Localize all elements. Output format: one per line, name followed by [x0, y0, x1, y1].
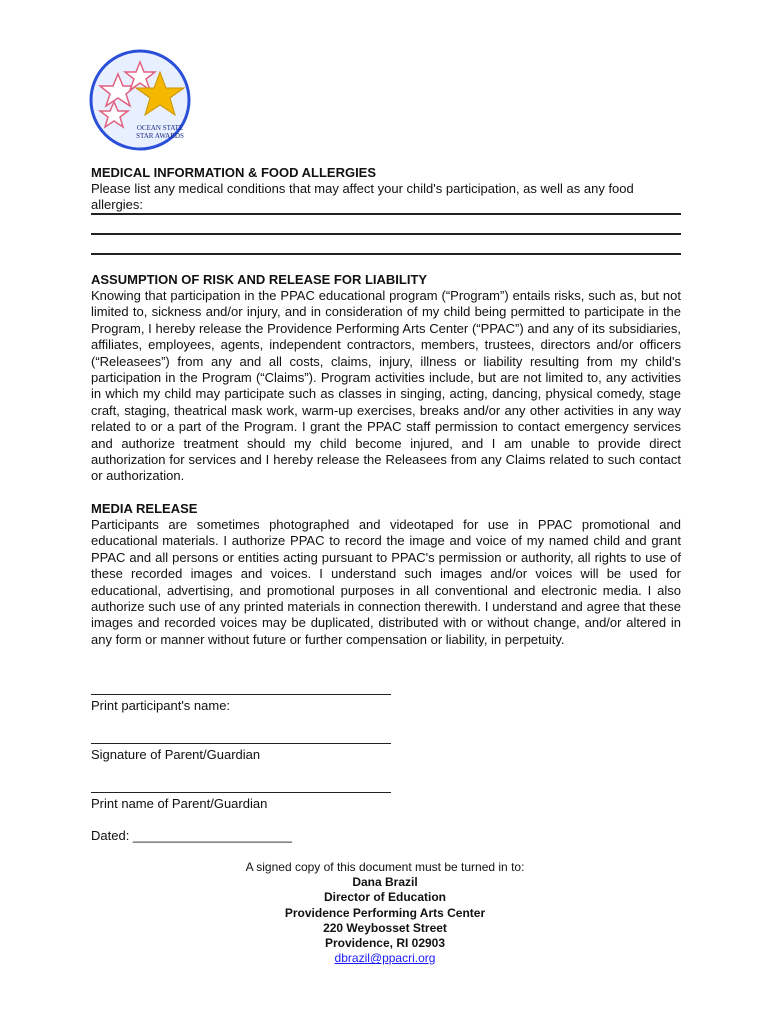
contact-city: Providence, RI 02903 [324, 936, 446, 951]
parent-signature-label: Signature of Parent/Guardian [91, 747, 261, 762]
footer-contact [0, 860, 770, 966]
media-heading: MEDIA RELEASE [91, 501, 198, 516]
logo-text-1: OCEAN STATE [136, 124, 184, 132]
participant-name-label: Print participant's name: [91, 698, 231, 713]
medical-heading: MEDICAL INFORMATION & FOOD ALLERGIES [91, 165, 377, 180]
contact-title: Director of Education [323, 890, 446, 905]
footer-intro: A signed copy of this document must be turned in to: [245, 860, 525, 874]
parent-name-block [91, 792, 391, 812]
medical-answer-line-3[interactable] [91, 253, 681, 255]
medical-prompt: Please list any medical conditions that may affect your child's participation, as well as any food allergies: [91, 181, 634, 213]
parent-name-line[interactable] [91, 792, 391, 793]
logo-text-2: STAR AWARDS [136, 132, 184, 140]
star-logo-icon [88, 48, 192, 152]
parent-signature-line[interactable] [91, 743, 391, 744]
contact-street: 220 Weybosset Street [323, 920, 447, 935]
medical-answer-line-1[interactable] [91, 213, 681, 215]
dated-field[interactable] [91, 828, 292, 844]
media-body: Participants are sometimes photographed and videotaped for use in PPAC promotional and educational materials. I authorize PPAC to record the image and voice of my named child and grant PPAC and all persons or entities acting pursuant to PPAC's permission or authority, all rights to use of these recorded images and voices. I understand such images and/or voices will be used for educational, advertising, and promotional purposes in all conventional and electronic media. I also authorize such use of any printed materials in connection therewith. I understand and agree that these images and recorded voices may be duplicated, distributed with or without change, and/or altered in any form or manner without future or further compensation or liability, in perpetuity. [91, 517, 681, 647]
participant-name-block [91, 694, 391, 714]
media-section [91, 501, 681, 648]
medical-answer-line-2[interactable] [91, 233, 681, 235]
medical-section [91, 165, 681, 214]
contact-email-link[interactable]: dbrazil@ppacri.org [334, 951, 436, 966]
parent-name-label: Print name of Parent/Guardian [91, 796, 268, 811]
contact-org: Providence Performing Arts Center [284, 905, 486, 920]
dated-label: Dated: ______________________ [91, 828, 292, 843]
liability-body: Knowing that participation in the PPAC educational program (“Program”) entails risks, such as, but not limited to, sickness and/or injury, and in consideration of my child being permitted to participate in the Program, I hereby release the Providence Performing Arts Center (“PPAC”) and any of its subsidiaries, affiliates, employees, agents, independent contractors, members, trustees, directors and/or officers (“Releasees”) from any and all costs, claims, injury, illness or liability resulting from my child's participation in the Program (“Claims”). Program activities include, but are not limited to, any activities in which my child may participate such as classes in singing, acting, dancing, physical comedy, stage craft, staging, theatrical mask work, warm-up exercises, breaks and/or any other activities in any way related to or a part of the Program. I grant the PPAC staff permission to contact emergency services and authorize treatment should my child become injured, and I am unable to provide direct authorization for services and I hereby release the Releasees from any Claims related to such contact or authorization. [91, 288, 681, 484]
liability-section [91, 272, 681, 485]
contact-name: Dana Brazil [352, 875, 418, 890]
parent-signature-block [91, 743, 391, 763]
liability-heading: ASSUMPTION OF RISK AND RELEASE FOR LIABILITY [91, 272, 428, 287]
participant-name-line[interactable] [91, 694, 391, 695]
